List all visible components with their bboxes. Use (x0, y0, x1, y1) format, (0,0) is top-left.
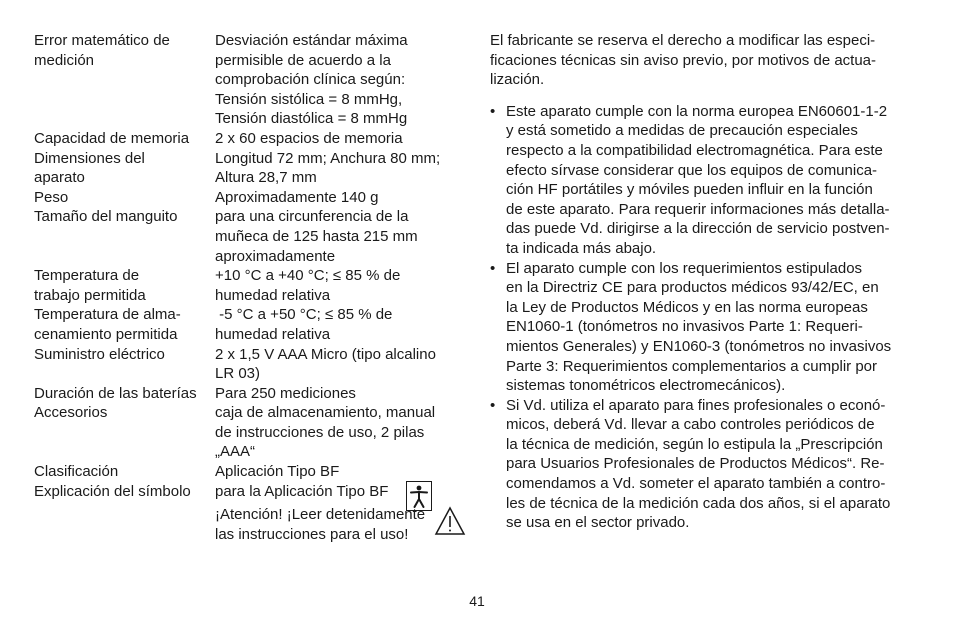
spec-row (34, 462, 454, 482)
warning-row (34, 505, 454, 544)
notes-column (490, 31, 930, 533)
spec-label: Suministro eléctrico (34, 345, 165, 363)
spec-label: Dimensiones del aparato (34, 149, 145, 187)
spec-value: 2 x 60 espacios de memoria (215, 129, 403, 147)
spec-row (34, 384, 454, 404)
specifications-table (34, 31, 454, 544)
spec-value: -5 °C a +50 °C; ≤ 85 % de humedad relativa (215, 306, 393, 343)
spec-label: Explicación del símbolo (34, 482, 191, 500)
bullet-item: • Este aparato cumple con la norma europea EN60601-1-2 y está sometido a medidas de precaución especiales respecto a la compatibilidad electromagnética. Para este efecto sírvase considerar que los equipos de comunica- ción HF portátiles y móviles pueden influir en la función de este aparato. Para requerir informaciones más detalla- das puede Vd. dirigirse a la dirección de servicio postven- ta indicada más abajo. (490, 102, 890, 257)
spec-row (34, 345, 454, 384)
spec-row (34, 149, 454, 188)
spec-label: Clasificación (34, 463, 119, 481)
spec-value: Aplicación Tipo BF (215, 463, 340, 481)
spec-value: Longitud 72 mm; Anchura 80 mm; Altura 28,7 mm (215, 149, 441, 187)
spec-value: Aproximadamente 140 g (215, 188, 379, 206)
page-number: 41 (469, 593, 485, 609)
manufacturer-notice: El fabricante se reserva el derecho a modificar las especi- ficaciones técnicas sin aviso previo, por motivos de actua- lización. (490, 32, 877, 89)
spec-label: Peso (34, 188, 69, 206)
spec-row (34, 207, 454, 266)
spec-row (34, 129, 454, 149)
bullet-item: • El aparato cumple con los requerimientos estipulados en la Directriz CE para productos médicos 93/42/EC, en la Ley de Productos Médicos y en las norma europeas EN1060-1 (tonómetros no invasivos Parte 1: Requeri- mientos Generales) y EN1060-3 (tonómetros no invasivos Parte 3: Requerimientos complementarios a cumplir por sistemas tonométricos electromecánicos). (490, 259, 892, 395)
spec-label: Temperatura de trabajo permitida (34, 267, 146, 304)
spec-label: Accesorios (34, 404, 108, 422)
spec-row (34, 403, 454, 462)
spec-label: Duración de las baterías (34, 384, 197, 402)
warning-text: ¡Atención! ¡Leer detenidamente las instrucciones para el uso! (215, 506, 426, 543)
spec-value: caja de almacenamiento, manual de instrucciones de uso, 2 pilas „AAA“ (215, 404, 436, 461)
spec-label: Error matemático de medición (34, 32, 170, 69)
spec-value: Para 250 mediciones (215, 384, 356, 402)
spec-value: +10 °C a +40 °C; ≤ 85 % de humedad relativa (215, 267, 401, 304)
bullet-marker: • (490, 259, 496, 277)
spec-row (34, 266, 454, 305)
spec-label: Temperatura de alma- cenamiento permitida (34, 306, 181, 343)
bullet-marker: • (490, 102, 496, 120)
spec-value: Desviación estándar máxima permisible de acuerdo a la comprobación clínica según: Tensión sistólica = 8 mmHg, Tensión diastólica = 8 mmHg (215, 32, 408, 128)
spec-value: para una circunferencia de la muñeca de 125 hasta 215 mm aproximadamente (215, 208, 418, 265)
bullet-item: • Si Vd. utiliza el aparato para fines profesionales o econó- micos, deberá Vd. llevar a cabo controles periódicos de la técnica de medición, según lo estipula la „Prescripción para Usuarios Profesionales de Productos Médicos“. Re- comendamos a Vd. someter el aparato también a contro- les de técnica de la medición cada dos años, si el aparato se usa en el sector privado. (490, 396, 891, 532)
spec-row (34, 188, 454, 208)
spec-row (34, 305, 454, 344)
spec-row (34, 31, 454, 129)
spec-row (34, 482, 454, 502)
spec-value: 2 x 1,5 V AAA Micro (tipo alcalino LR 03) (215, 345, 436, 383)
spec-value: para la Aplicación Tipo BF (215, 482, 389, 500)
spec-label: Tamaño del manguito (34, 208, 178, 226)
spec-label: Capacidad de memoria (34, 129, 190, 147)
warning-triangle-icon (434, 506, 466, 536)
bullet-marker: • (490, 396, 496, 414)
